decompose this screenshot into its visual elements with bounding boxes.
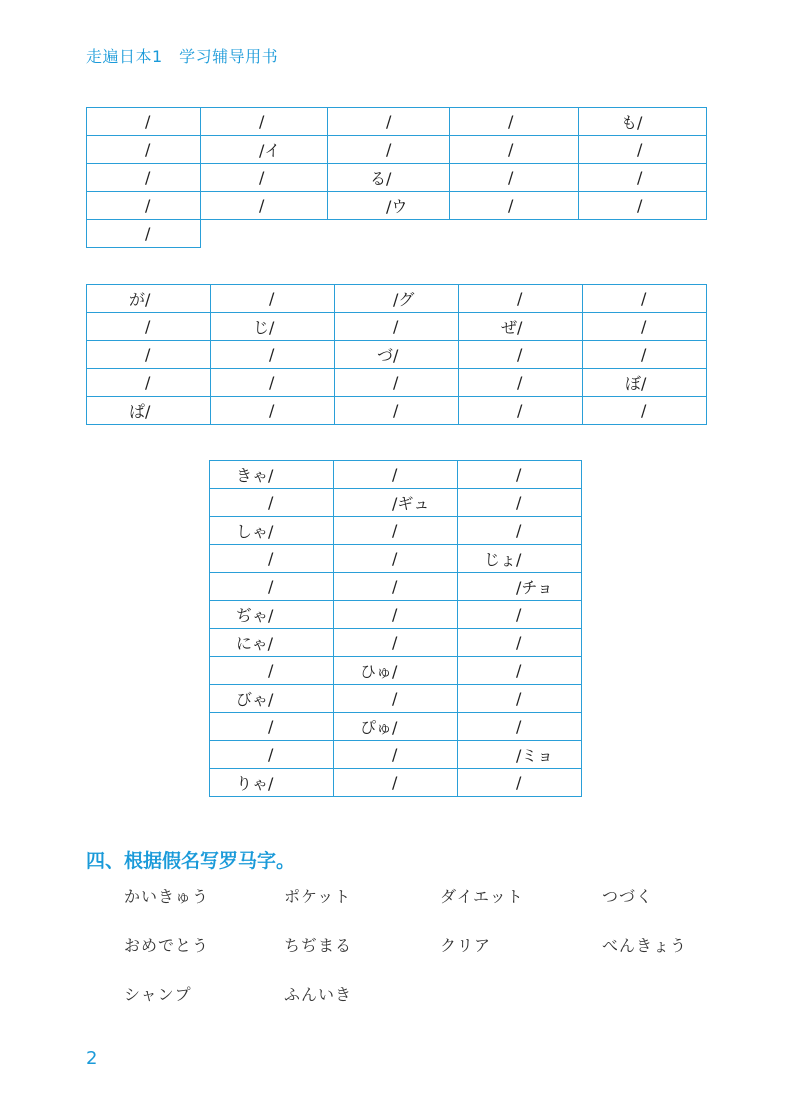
table-cell	[335, 285, 459, 313]
table-cell	[583, 285, 707, 313]
table-cell	[210, 461, 334, 489]
table-cell	[87, 397, 211, 425]
cell-text: /ウ	[386, 197, 408, 216]
table-cell	[210, 489, 334, 517]
table-cell	[328, 164, 450, 192]
word-item: ちぢまる	[284, 936, 353, 955]
table-cell	[458, 545, 582, 573]
cell-text: /	[516, 773, 522, 792]
table-cell	[334, 545, 458, 573]
cell-text: しゃ/	[236, 522, 274, 541]
cell-text: /	[145, 224, 151, 243]
cell-text: /	[392, 745, 398, 764]
table-cell	[210, 769, 334, 797]
table-cell	[87, 341, 211, 369]
cell-text: /	[268, 661, 274, 680]
table-cell	[87, 136, 201, 164]
cell-text: も/	[621, 113, 643, 132]
cell-text: /	[508, 196, 514, 215]
table-cell	[334, 741, 458, 769]
table-row	[87, 341, 707, 369]
cell-text: ぴゅ/	[360, 718, 398, 737]
cell-text: /	[508, 112, 514, 131]
kana-table-3	[209, 460, 582, 797]
table-cell	[458, 657, 582, 685]
header-title: 走遍日本1 学习辅导用书	[86, 47, 279, 66]
cell-text: /	[641, 289, 647, 308]
cell-text: /	[517, 401, 523, 420]
cell-text: が/	[129, 290, 151, 309]
cell-text: /	[392, 633, 398, 652]
table-cell	[87, 164, 201, 192]
table-row	[210, 461, 582, 489]
cell-text: /	[508, 140, 514, 159]
table-cell	[335, 369, 459, 397]
cell-text: ぢゃ/	[236, 606, 274, 625]
table-cell	[458, 461, 582, 489]
table-cell	[334, 713, 458, 741]
cell-text: /	[392, 577, 398, 596]
table-cell	[87, 369, 211, 397]
table-cell	[458, 489, 582, 517]
cell-text: /	[508, 168, 514, 187]
table-cell	[334, 601, 458, 629]
table-cell	[210, 741, 334, 769]
cell-text: /	[516, 689, 522, 708]
table-cell	[210, 685, 334, 713]
cell-text: /イ	[259, 141, 281, 160]
word-item: ポケット	[284, 887, 352, 906]
table-row	[210, 713, 582, 741]
cell-text: /チョ	[516, 578, 553, 597]
cell-text: /ギュ	[392, 494, 430, 513]
cell-text: る/	[370, 169, 392, 188]
table-row	[87, 397, 707, 425]
table-cell	[87, 108, 201, 136]
cell-text: /	[269, 289, 275, 308]
table-cell	[334, 657, 458, 685]
empty-cell	[450, 220, 579, 248]
table-cell	[87, 285, 211, 313]
cell-text: /	[393, 373, 399, 392]
cell-text: /	[516, 717, 522, 736]
empty-cell	[201, 220, 328, 248]
table-row	[87, 136, 707, 164]
cell-text: きゃ/	[236, 466, 274, 485]
cell-text: /	[268, 745, 274, 764]
table-cell	[583, 341, 707, 369]
cell-text: /	[637, 168, 643, 187]
cell-text: /	[269, 373, 275, 392]
cell-text: /	[259, 196, 265, 215]
table-cell	[87, 192, 201, 220]
empty-cell	[579, 220, 707, 248]
table-cell	[328, 108, 450, 136]
table-cell	[210, 545, 334, 573]
cell-text: /	[641, 401, 647, 420]
table-row	[87, 313, 707, 341]
cell-text: /	[259, 168, 265, 187]
cell-text: /	[145, 168, 151, 187]
table-cell	[334, 685, 458, 713]
cell-text: ひゅ/	[360, 662, 398, 681]
table-row	[210, 601, 582, 629]
table-cell	[583, 369, 707, 397]
table-row	[210, 489, 582, 517]
cell-text: /	[516, 633, 522, 652]
cell-text: /	[517, 373, 523, 392]
cell-text: /	[393, 401, 399, 420]
cell-text: /	[268, 577, 274, 596]
table-cell	[450, 108, 579, 136]
cell-text: ぼ/	[625, 374, 647, 393]
table-cell	[210, 657, 334, 685]
cell-text: /	[259, 112, 265, 131]
table-cell	[201, 136, 328, 164]
cell-text: じ/	[253, 318, 275, 337]
table-row	[210, 517, 582, 545]
table-cell	[579, 136, 707, 164]
cell-text: /	[641, 345, 647, 364]
word-item: クリア	[440, 936, 492, 955]
cell-text: /	[516, 465, 522, 484]
table-cell	[211, 369, 335, 397]
cell-text: /	[268, 717, 274, 736]
table-row	[87, 164, 707, 192]
word-item: かいきゅう	[124, 887, 210, 906]
table-cell	[335, 313, 459, 341]
cell-text: /	[392, 521, 398, 540]
cell-text: びゃ/	[236, 690, 274, 709]
table-row	[87, 369, 707, 397]
cell-text: づ/	[377, 346, 399, 365]
word-item: つづく	[602, 887, 654, 906]
table-cell	[335, 341, 459, 369]
table-row	[87, 220, 707, 248]
table-row	[87, 192, 707, 220]
table-cell	[458, 629, 582, 657]
word-item: シャンプ	[124, 985, 192, 1004]
table-cell	[459, 285, 583, 313]
word-item: ダイエット	[440, 887, 524, 906]
word-item: べんきょう	[602, 936, 688, 955]
table-cell	[334, 769, 458, 797]
cell-text: /	[145, 317, 151, 336]
table-cell	[211, 341, 335, 369]
table-cell	[211, 285, 335, 313]
cell-text: /	[392, 465, 398, 484]
table-row	[210, 685, 582, 713]
table-cell	[450, 192, 579, 220]
cell-text: /	[516, 605, 522, 624]
table-cell	[328, 192, 450, 220]
table-cell	[211, 397, 335, 425]
cell-text: /	[517, 345, 523, 364]
table-cell	[201, 164, 328, 192]
cell-text: ぜ/	[501, 318, 523, 337]
table-cell	[201, 108, 328, 136]
empty-cell	[328, 220, 450, 248]
table-cell	[334, 489, 458, 517]
cell-text: /	[145, 373, 151, 392]
table-cell	[334, 629, 458, 657]
cell-text: /	[637, 140, 643, 159]
table-cell	[210, 601, 334, 629]
table-row	[210, 573, 582, 601]
table-row	[210, 657, 582, 685]
cell-text: /	[269, 345, 275, 364]
table-cell	[459, 313, 583, 341]
cell-text: /	[386, 140, 392, 159]
table-cell	[87, 220, 201, 248]
cell-text: /	[516, 493, 522, 512]
cell-text: りゃ/	[236, 774, 274, 793]
table-cell	[458, 601, 582, 629]
table-cell	[450, 164, 579, 192]
cell-text: /	[641, 317, 647, 336]
cell-text: /	[145, 112, 151, 131]
kana-table-1	[86, 107, 707, 248]
cell-text: /	[386, 112, 392, 131]
cell-text: /	[516, 521, 522, 540]
cell-text: /	[392, 689, 398, 708]
table-row	[87, 285, 707, 313]
cell-text: /	[268, 549, 274, 568]
cell-text: /	[392, 605, 398, 624]
table-cell	[459, 397, 583, 425]
table-row	[87, 108, 707, 136]
table-cell	[210, 629, 334, 657]
word-item: ふんいき	[284, 985, 353, 1004]
cell-text: /	[637, 196, 643, 215]
cell-text: /	[392, 773, 398, 792]
table-cell	[458, 573, 582, 601]
table-cell	[87, 313, 211, 341]
table-cell	[458, 713, 582, 741]
cell-text: /	[517, 289, 523, 308]
cell-text: /	[392, 549, 398, 568]
table-cell	[334, 461, 458, 489]
table-cell	[334, 573, 458, 601]
cell-text: /	[145, 140, 151, 159]
cell-text: ぱ/	[129, 402, 151, 421]
table-cell	[459, 369, 583, 397]
table-row	[210, 769, 582, 797]
table-cell	[328, 136, 450, 164]
cell-text: /グ	[393, 290, 415, 309]
table-cell	[583, 397, 707, 425]
table-cell	[579, 192, 707, 220]
kana-table-2	[86, 284, 707, 425]
table-cell	[459, 341, 583, 369]
table-row	[210, 741, 582, 769]
cell-text: /	[269, 401, 275, 420]
section-title: 四、根据假名写罗马字。	[86, 850, 296, 872]
cell-text: /	[145, 345, 151, 364]
cell-text: /	[393, 317, 399, 336]
page-number: 2	[86, 1048, 98, 1069]
word-item: おめでとう	[124, 936, 210, 955]
table-row	[210, 629, 582, 657]
table-row	[210, 545, 582, 573]
table-cell	[210, 517, 334, 545]
table-cell	[458, 685, 582, 713]
table-cell	[211, 313, 335, 341]
cell-text: /	[268, 493, 274, 512]
table-cell	[458, 741, 582, 769]
table-cell	[210, 713, 334, 741]
table-cell	[201, 192, 328, 220]
table-cell	[210, 573, 334, 601]
table-cell	[579, 108, 707, 136]
table-cell	[335, 397, 459, 425]
table-cell	[334, 517, 458, 545]
cell-text: にゃ/	[236, 634, 274, 653]
table-cell	[458, 517, 582, 545]
cell-text: じょ/	[484, 550, 522, 569]
table-cell	[458, 769, 582, 797]
table-cell	[579, 164, 707, 192]
table-cell	[450, 136, 579, 164]
table-cell	[583, 313, 707, 341]
cell-text: /	[516, 661, 522, 680]
cell-text: /ミョ	[516, 746, 554, 765]
cell-text: /	[145, 196, 151, 215]
